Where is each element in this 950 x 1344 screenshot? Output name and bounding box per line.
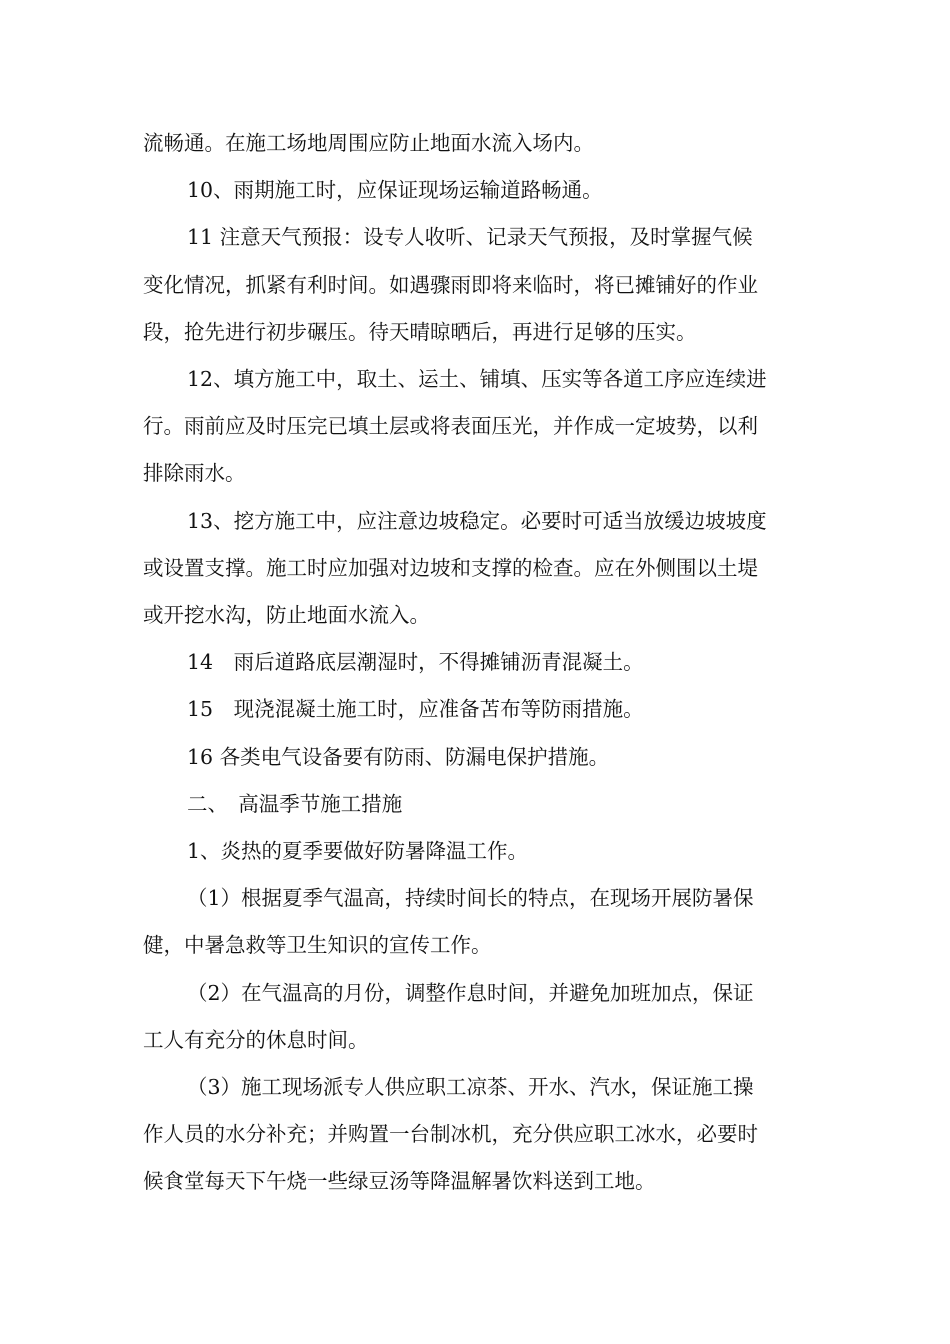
- paragraph-line: 13、挖方施工中，应注意边坡稳定。必要时可适当放缓边坡坡度: [187, 508, 767, 533]
- paragraph-line: 16 各类电气设备要有防雨、防漏电保护措施。: [187, 744, 610, 769]
- paragraph-line: （3）施工现场派专人供应职工凉茶、开水、汽水，保证施工操: [187, 1075, 754, 1100]
- paragraph-line: 流畅通。在施工场地周围应防止地面水流入场内。: [143, 131, 594, 155]
- paragraph: [143, 356, 808, 498]
- paragraph: [143, 734, 808, 781]
- paragraph-line: 15 现浇混凝土施工时，应准备苫布等防雨措施。: [187, 697, 644, 722]
- paragraph: [143, 875, 808, 969]
- paragraph-line: （2）在气温高的月份，调整作息时间，并避免加班加点，保证: [187, 980, 754, 1005]
- paragraph-line: 行。雨前应及时压完已填土层或将表面压光，并作成一定坡势，以利: [143, 414, 758, 439]
- paragraph: [143, 970, 808, 1064]
- paragraph-line: 14 雨后道路底层潮湿时，不得摊铺沥青混凝土。: [187, 650, 644, 675]
- paragraph-line: （1）根据夏季气温高，持续时间长的特点，在现场开展防暑保: [187, 886, 754, 911]
- paragraph-line: 作人员的水分补充；并购置一台制冰机，充分供应职工冰水，必要时: [143, 1122, 758, 1147]
- paragraph: [143, 167, 808, 214]
- paragraph-line: 11 注意天气预报：设专人收听、记录天气预报，及时掌握气候: [187, 225, 753, 250]
- paragraph-line: 变化情况，抓紧有利时间。如遇骤雨即将来临时，将已摊铺好的作业: [143, 272, 758, 297]
- paragraph-line: 12、填方施工中，取土、运土、铺填、压实等各道工序应连续进: [187, 367, 767, 392]
- paragraph: [143, 214, 808, 356]
- paragraph: [143, 1064, 808, 1206]
- paragraph: [143, 686, 808, 733]
- paragraph-line: 候食堂每天下午烧一些绿豆汤等降温解暑饮料送到工地。: [143, 1169, 656, 1194]
- paragraph: [143, 120, 808, 167]
- paragraph-line: 健，中暑急救等卫生知识的宣传工作。: [143, 933, 492, 958]
- paragraph: [143, 828, 808, 875]
- paragraph: [143, 639, 808, 686]
- body-text: [143, 120, 808, 1206]
- paragraph-line: 工人有充分的休息时间。: [143, 1027, 369, 1052]
- paragraph-line: 或开挖水沟，防止地面水流入。: [143, 603, 430, 628]
- paragraph-line: 段，抢先进行初步碾压。待天晴晾晒后，再进行足够的压实。: [143, 319, 697, 344]
- paragraph-line: 1、炎热的夏季要做好防暑降温工作。: [187, 839, 529, 864]
- paragraph-line: 10、雨期施工时，应保证现场运输道路畅通。: [187, 178, 603, 203]
- paragraph-line: 或设置支撑。施工时应加强对边坡和支撑的检查。应在外侧围以土堤: [143, 555, 758, 580]
- paragraph: [143, 498, 808, 640]
- paragraph-line: 二、 高温季节施工措施: [187, 791, 403, 816]
- paragraph-line: 排除雨水。: [143, 461, 246, 486]
- paragraph: [143, 781, 808, 828]
